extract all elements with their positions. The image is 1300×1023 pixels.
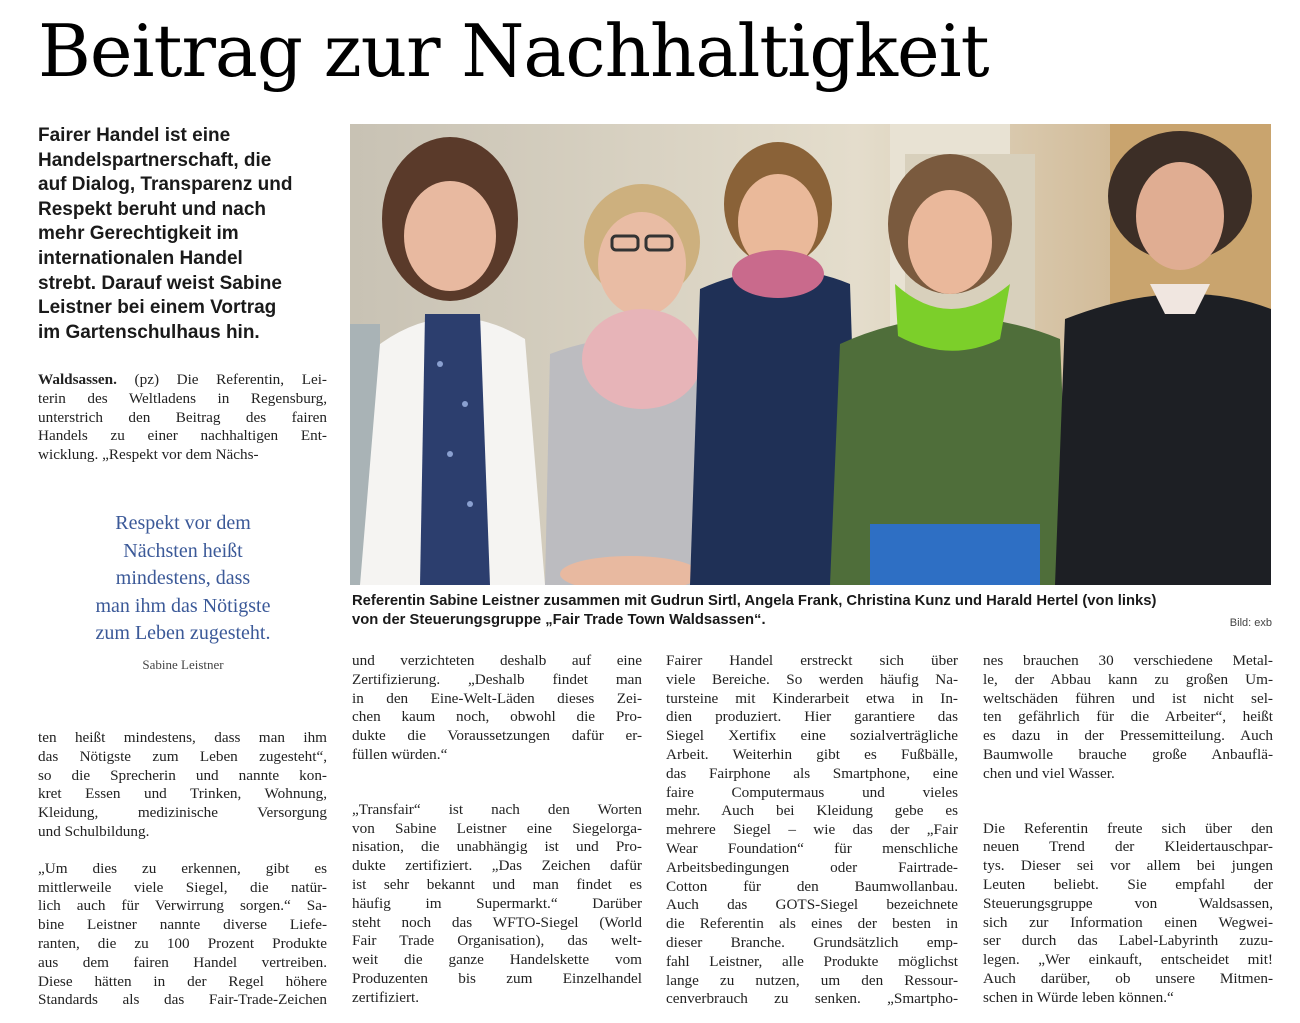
column-2-text: und verzichteten deshalb auf eine Zertifizierung. „Deshalb findet man in den Eine-Welt-Läden dieses Zei- chen kaum noch, obwohl die Pro- dukte die Voraussetzungen dafür er- füllen würden.“ „Transfair“ ist nach den Worten von Sabine Leistner eine Siegelorga- nisation, die unabhängig ist und Pro- dukte zertifiziert. „Das Zeichen dafür ist sehr bekannt und man findet es häufig im Supermarkt.“ Darüber steht noch das WFTO-Siegel (World Fair Trade Organisation), das welt- weit die ganze Handelskette vom Produzenten bis zum Einzelhandel zertifiziert.: [352, 652, 642, 1006]
column-4-text: nes brauchen 30 verschiedene Metal- le, der Abbau kann zu großen Um- weltschäden führen und ist nicht sel- ten gefährlich für die Arbeiter“, heißt es dazu in der Pressemitteilung. Auch Baumwolle brauche große Anbauflä- chen und viel Wasser. Die Referentin freute sich über den neuen Trend der Kleidertauschpar- tys. Dieser sei vor allem bei jungen Leuten beliebt. Sie empfahl der Steuerungsgruppe von Waldsassen, sich zur Information einen Wegwei- ser durch das Label-Labyrinth zuzu- legen. „Wer einkauft, entscheidet mit! Auch darüber, ob unsere Mitmen- schen in Würde leben können.“: [983, 652, 1273, 1006]
pull-quote-author: Sabine Leistner: [142, 657, 224, 672]
headline: Beitrag zur Nachhaltigkeit: [38, 9, 989, 93]
column-1-text: ten heißt mindestens, dass man ihm das Nötigste zum Leben zugesteht“, so die Sprecherin und nannte kon- kret Essen und Trinken, Wohnung, Kleidung, medizinische Versorgung und Schulbildung. „Um dies zu erkennen, gibt es mittlerweile viele Siegel, die natür- lich auch für Verwirrung sorgen.“ Sa- bine Leistner nannte diverse Liefe- ranten, die zu 100 Prozent Produkte aus dem fairen Handel vertreiben. Diese hätten in der Regel höhere Standards als das Fair-Trade-Zeichen: [38, 729, 327, 1009]
dateline: Waldsassen.: [38, 371, 117, 388]
intro-text: Waldsassen. (pz) Die Referentin, Lei- terin des Weltladens in Regensburg, unterstrich den Beitrag des fairen Handels zu einer nachhaltigen Ent- wicklung. „Respekt vor dem Nächs-: [38, 371, 327, 464]
lead-paragraph: Fairer Handel ist eine Handelspartnerschaft, die auf Dialog, Transparenz und Respekt beruht und nach mehr Gerechtigkeit im internationalen Handel strebt. Darauf weist Sabine Leistner bei einem Vortrag im Gartenschulhaus hin.: [38, 125, 293, 343]
group-photo: [350, 124, 1271, 585]
pull-quote: Respekt vor dem Nächsten heißt mindestens, dass man ihm das Nötigste zum Leben zugesteht.: [95, 512, 271, 644]
column-3-text: Fairer Handel erstreckt sich über viele Bereiche. So werden häufig Na- tursteine mit Kinderarbeit etwa in In- dien produziert. Hier garantiere das Siegel Xertifix eine sozialverträgliche Arbeit. Weiterhin gibt es Fußbälle, das Fairphone als Smartphone, eine faire Computermaus und vieles mehr. Auch bei Kleidung gebe es mehrere Siegel – wie das der „Fair Wear Foundation“ für menschliche Arbeitsbedingungen oder Fairtrade- Cotton für den Baumwollanbau. Auch das GOTS-Siegel bezeichnete die Referentin als eines der besten in dieser Branche. Grundsätzlich emp- fahl Leistner, alle Produkte möglichst lange zu nutzen, um den Ressour- cenverbrauch zu senken. „Smartpho-: [666, 652, 958, 1008]
photo-caption: Referentin Sabine Leistner zusammen mit Gudrun Sirtl, Angela Frank, Christina Kunz und Harald Hertel (von links) von der Steuerungsgruppe „Fair Trade Town Waldsassen“.: [352, 593, 1157, 628]
photo-credit: Bild: exb: [1229, 617, 1272, 629]
